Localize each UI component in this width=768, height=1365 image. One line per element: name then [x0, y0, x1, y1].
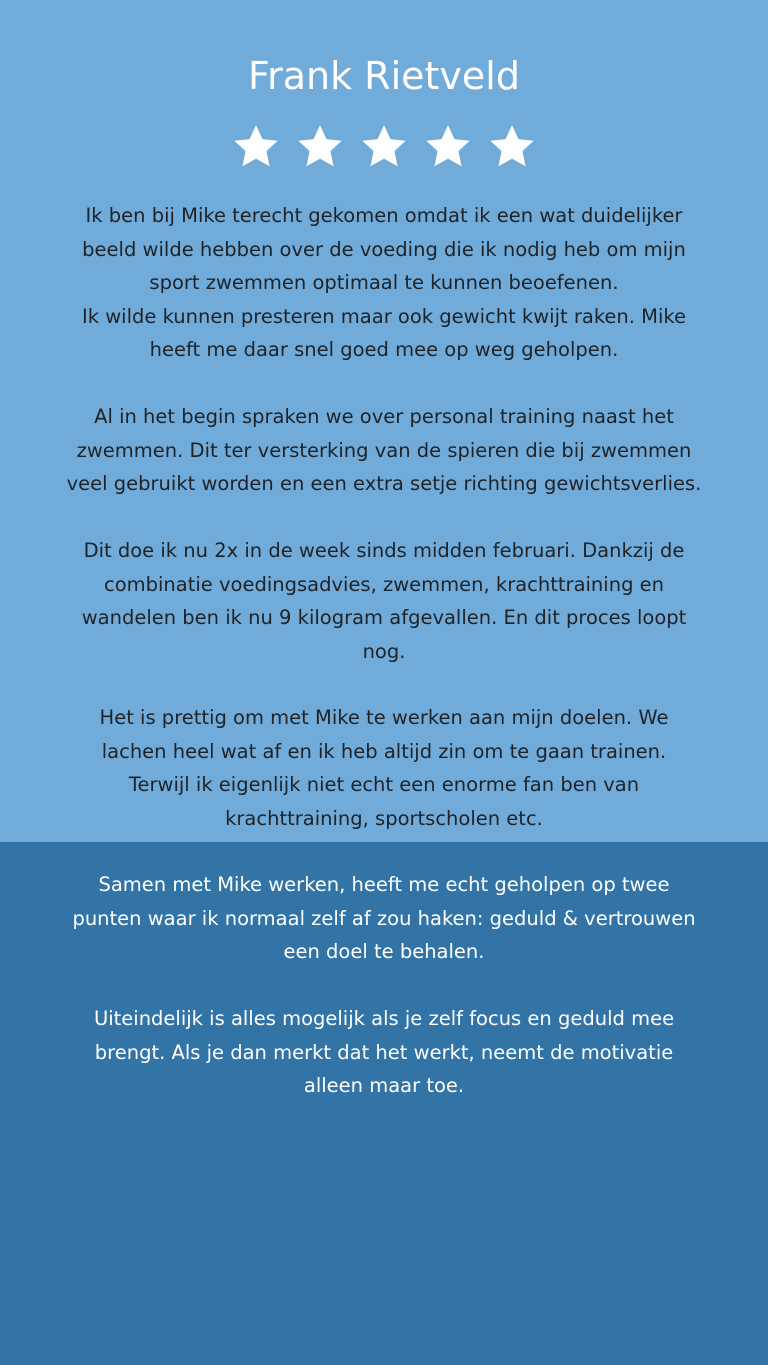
star-icon — [487, 122, 537, 172]
review-line: heeft me daar snel goed mee op weg geholpen. — [149, 338, 619, 361]
review-line: Al in het begin spraken we over personal training naast het — [94, 405, 674, 428]
review-line: sport zwemmen optimaal te kunnen beoefenen. — [149, 271, 619, 294]
review-line: zwemmen. Dit ter versterking van de spieren die bij zwemmen — [76, 438, 692, 462]
review-line: een doel te behalen. — [283, 940, 485, 963]
review-paragraph-3 — [30, 534, 738, 668]
review-line: krachttraining, sportscholen etc. — [225, 806, 543, 830]
review-line: lachen heel wat af en ik heb altijd zin om te gaan trainen. — [101, 739, 667, 763]
review-paragraph-6 — [30, 1002, 738, 1103]
review-line: Dit doe ik nu 2x in de week sinds midden februari. Dankzij de — [83, 539, 685, 562]
reviewer-name: Frank Rietveld — [248, 54, 520, 98]
review-line: Het is prettig om met Mike te werken aan mijn doelen. We — [99, 706, 669, 729]
review-line: combinatie voedingsadvies, zwemmen, krachttraining en — [103, 572, 664, 596]
review-line: Ik wilde kunnen presteren maar ook gewicht kwijt raken. Mike — [81, 304, 687, 328]
star-icon — [423, 122, 473, 172]
review-line: Samen met Mike werken, heeft me echt geholpen op twee — [98, 873, 670, 896]
star-icon — [231, 122, 281, 172]
review-line: beeld wilde hebben over de voeding die ik nodig heb om mijn — [82, 237, 686, 261]
review-line: Ik ben bij Mike terecht gekomen omdat ik een wat duidelijker — [85, 204, 683, 227]
review-line: punten waar ik normaal zelf af zou haken: geduld & vertrouwen — [72, 906, 696, 930]
review-paragraph-4 — [30, 701, 738, 835]
review-line: alleen maar toe. — [303, 1074, 465, 1097]
star-rating — [0, 122, 768, 172]
review-line: Terwijl ik eigenlijk niet echt een enorme fan ben van — [128, 773, 640, 796]
review-paragraph-1 — [30, 199, 738, 367]
review-line: Uiteindelijk is alles mogelijk als je zelf focus en geduld mee — [93, 1007, 675, 1030]
review-line: veel gebruikt worden en een extra setje richting gewichtsverlies. — [66, 472, 702, 495]
review-line: wandelen ben ik nu 9 kilogram afgevallen. En dit proces loopt — [81, 606, 687, 629]
review-paragraph-2 — [30, 400, 738, 501]
review-line: nog. — [362, 639, 406, 663]
star-icon — [359, 122, 409, 172]
review-line: brengt. Als je dan merkt dat het werkt, neemt de motivatie — [94, 1040, 674, 1064]
review-paragraph-5 — [30, 868, 738, 969]
star-icon — [295, 122, 345, 172]
